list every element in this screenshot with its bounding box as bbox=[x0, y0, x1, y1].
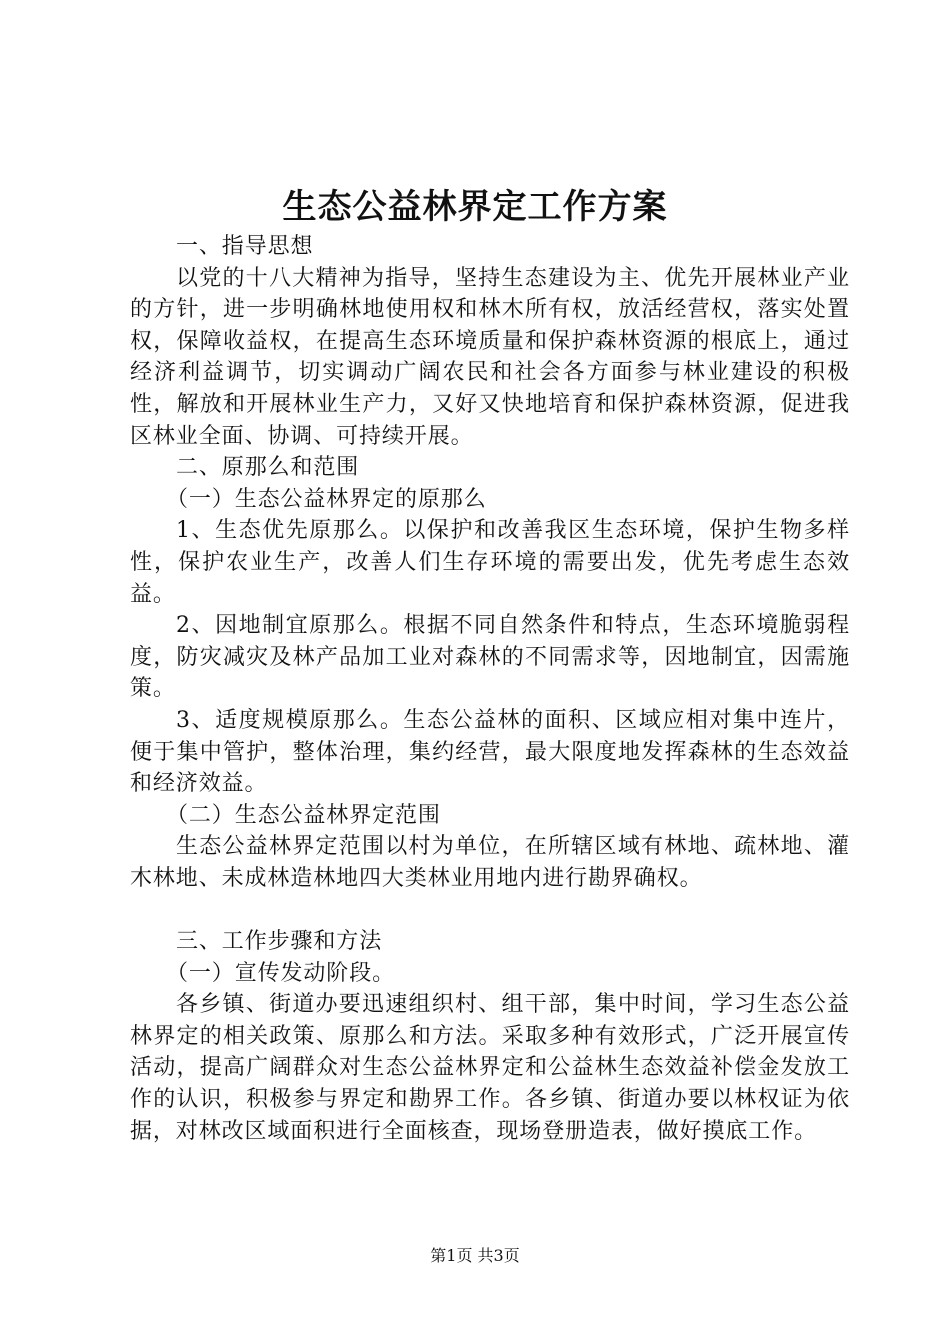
paragraph-scope: 生态公益林界定范围以村为单位，在所辖区域有林地、疏林地、灌木林地、未成林造林地四大类林业用地内进行勘界确权。 bbox=[130, 834, 850, 891]
paragraph-principle-moderate-scale: 3、适度规模原那么。生态公益林的面积、区域应相对集中连片，便于集中管护，整体治理，集约经营，最大限度地发挥森林的生态效益和经济效益。 bbox=[130, 707, 850, 797]
document-title: 生态公益林界定工作方案 bbox=[282, 187, 668, 227]
section-heading-guiding-ideology: 一、指导思想 bbox=[176, 234, 314, 259]
subsection-heading-principles: （一）生态公益林界定的原那么 bbox=[166, 486, 487, 512]
document-body bbox=[130, 231, 850, 1147]
paragraph-principle-local-conditions: 2、因地制宜原那么。根据不同自然条件和特点，生态环境脆弱程度，防灾减灾及林产品加工业对森林的不同需求等，因地制宜，因需施策。 bbox=[130, 613, 850, 702]
paragraph-principle-ecology-first: 1、生态优先原那么。以保护和改善我区生态环境，保护生物多样性，保护农业生产，改善人们生存环境的需要出发，优先考虑生态效益。 bbox=[130, 518, 850, 607]
section-heading-principles-scope: 二、原那么和范围 bbox=[176, 455, 360, 481]
subsection-heading-publicity-stage: （一）宣传发动阶段。 bbox=[166, 960, 396, 986]
page-number-footer: 第1页 共3页 bbox=[430, 1246, 520, 1265]
section-heading-steps-methods: 三、工作步骤和方法 bbox=[176, 929, 383, 955]
subsection-heading-scope: （二）生态公益林界定范围 bbox=[166, 802, 441, 828]
paragraph-guiding-ideology: 以党的十八大精神为指导，坚持生态建设为主、优先开展林业产业的方针，进一步明确林地使用权和林木所有权，放活经营权，落实处置权，保障收益权，在提高生态环境质量和保护森林资源的根底上，通过经济利益调节，切实调动广阔农民和社会各方面参与林业建设的积极性，解放和开展林业生产力，又好又快地培育和保护森林资源，促进我区林业全面、协调、可持续开展。 bbox=[130, 265, 850, 449]
paragraph-publicity-stage: 各乡镇、街道办要迅速组织村、组干部，集中时间，学习生态公益林界定的相关政策、原那么和方法。采取多种有效形式，广泛开展宣传活动，提高广阔群众对生态公益林界定和公益林生态效益补偿金发放工作的认识，积极参与界定和勘界工作。各乡镇、街道办要以林权证为依据，对林改区域面积进行全面核查，现场登册造表，做好摸底工作。 bbox=[130, 992, 850, 1144]
blank-line bbox=[130, 894, 850, 926]
